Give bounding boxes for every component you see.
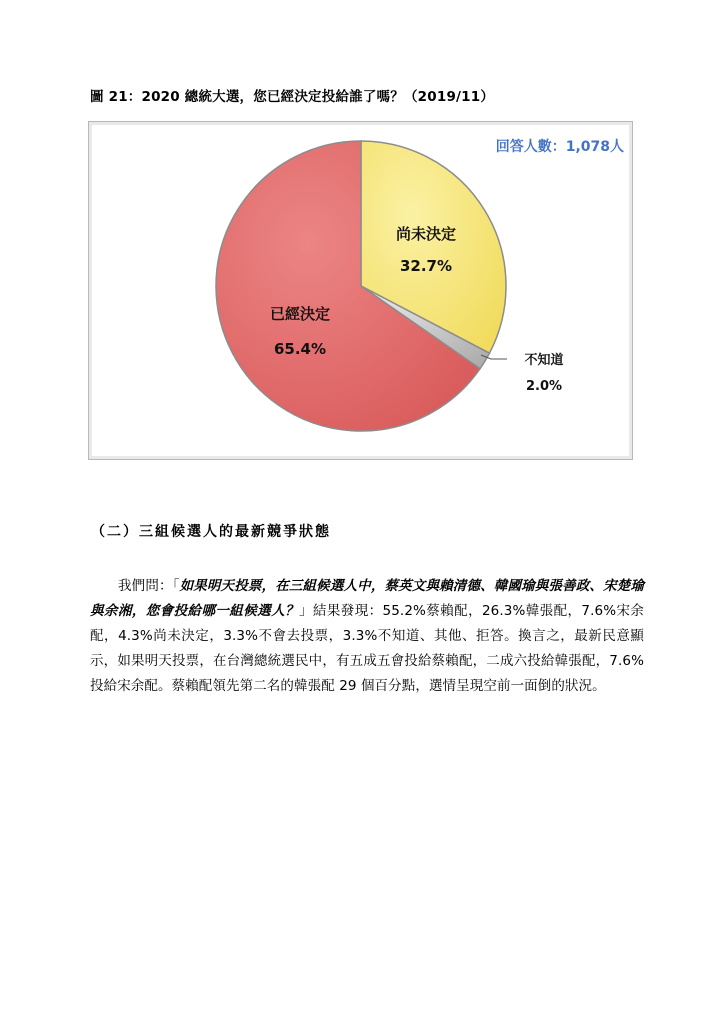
slice-label-dontknow: 不知道 [524, 353, 564, 368]
pie-chart [89, 122, 634, 461]
figure-title: 圖 21：2020 總統大選，您已經決定投給誰了嗎？（2019/11） [90, 89, 495, 105]
slice-value-dontknow: 2.0% [525, 379, 563, 394]
body-paragraph [90, 574, 644, 699]
slice-label-undecided: 尚未決定 [395, 225, 457, 243]
para-results: 」結果發現：55.2%蔡賴配，26.3%韓張配，7.6%宋余配，4.3%尚未決定，3.3%不會去投票，3.3%不知道、其他、拒答。換言之，最新民意顯示，如果明天投票，在台灣總統選民中，有五成五會投給蔡賴配，二成六投給韓張配，7.6%投給宋余配。蔡賴配領先第二名的韓張配 29 個百分點，選情呈現空前一面倒的狀況。 [90, 603, 644, 694]
para-intro: 我們問：「 [118, 578, 180, 594]
slice-value-decided: 65.4% [273, 340, 327, 358]
slice-label-decided: 已經決定 [269, 305, 331, 323]
respondents-annotation: 回答人數：1,078人 [495, 139, 624, 155]
pie-chart-frame [88, 121, 633, 460]
survey-question: 如果明天投票，在三組候選人中，蔡英文與賴清德、韓國瑜與張善政、宋楚瑜與余湘，您會投給哪一組候選人？ [90, 578, 644, 619]
section-heading: （二）三組候選人的最新競爭狀態 [91, 524, 331, 540]
slice-value-undecided: 32.7% [399, 257, 453, 275]
